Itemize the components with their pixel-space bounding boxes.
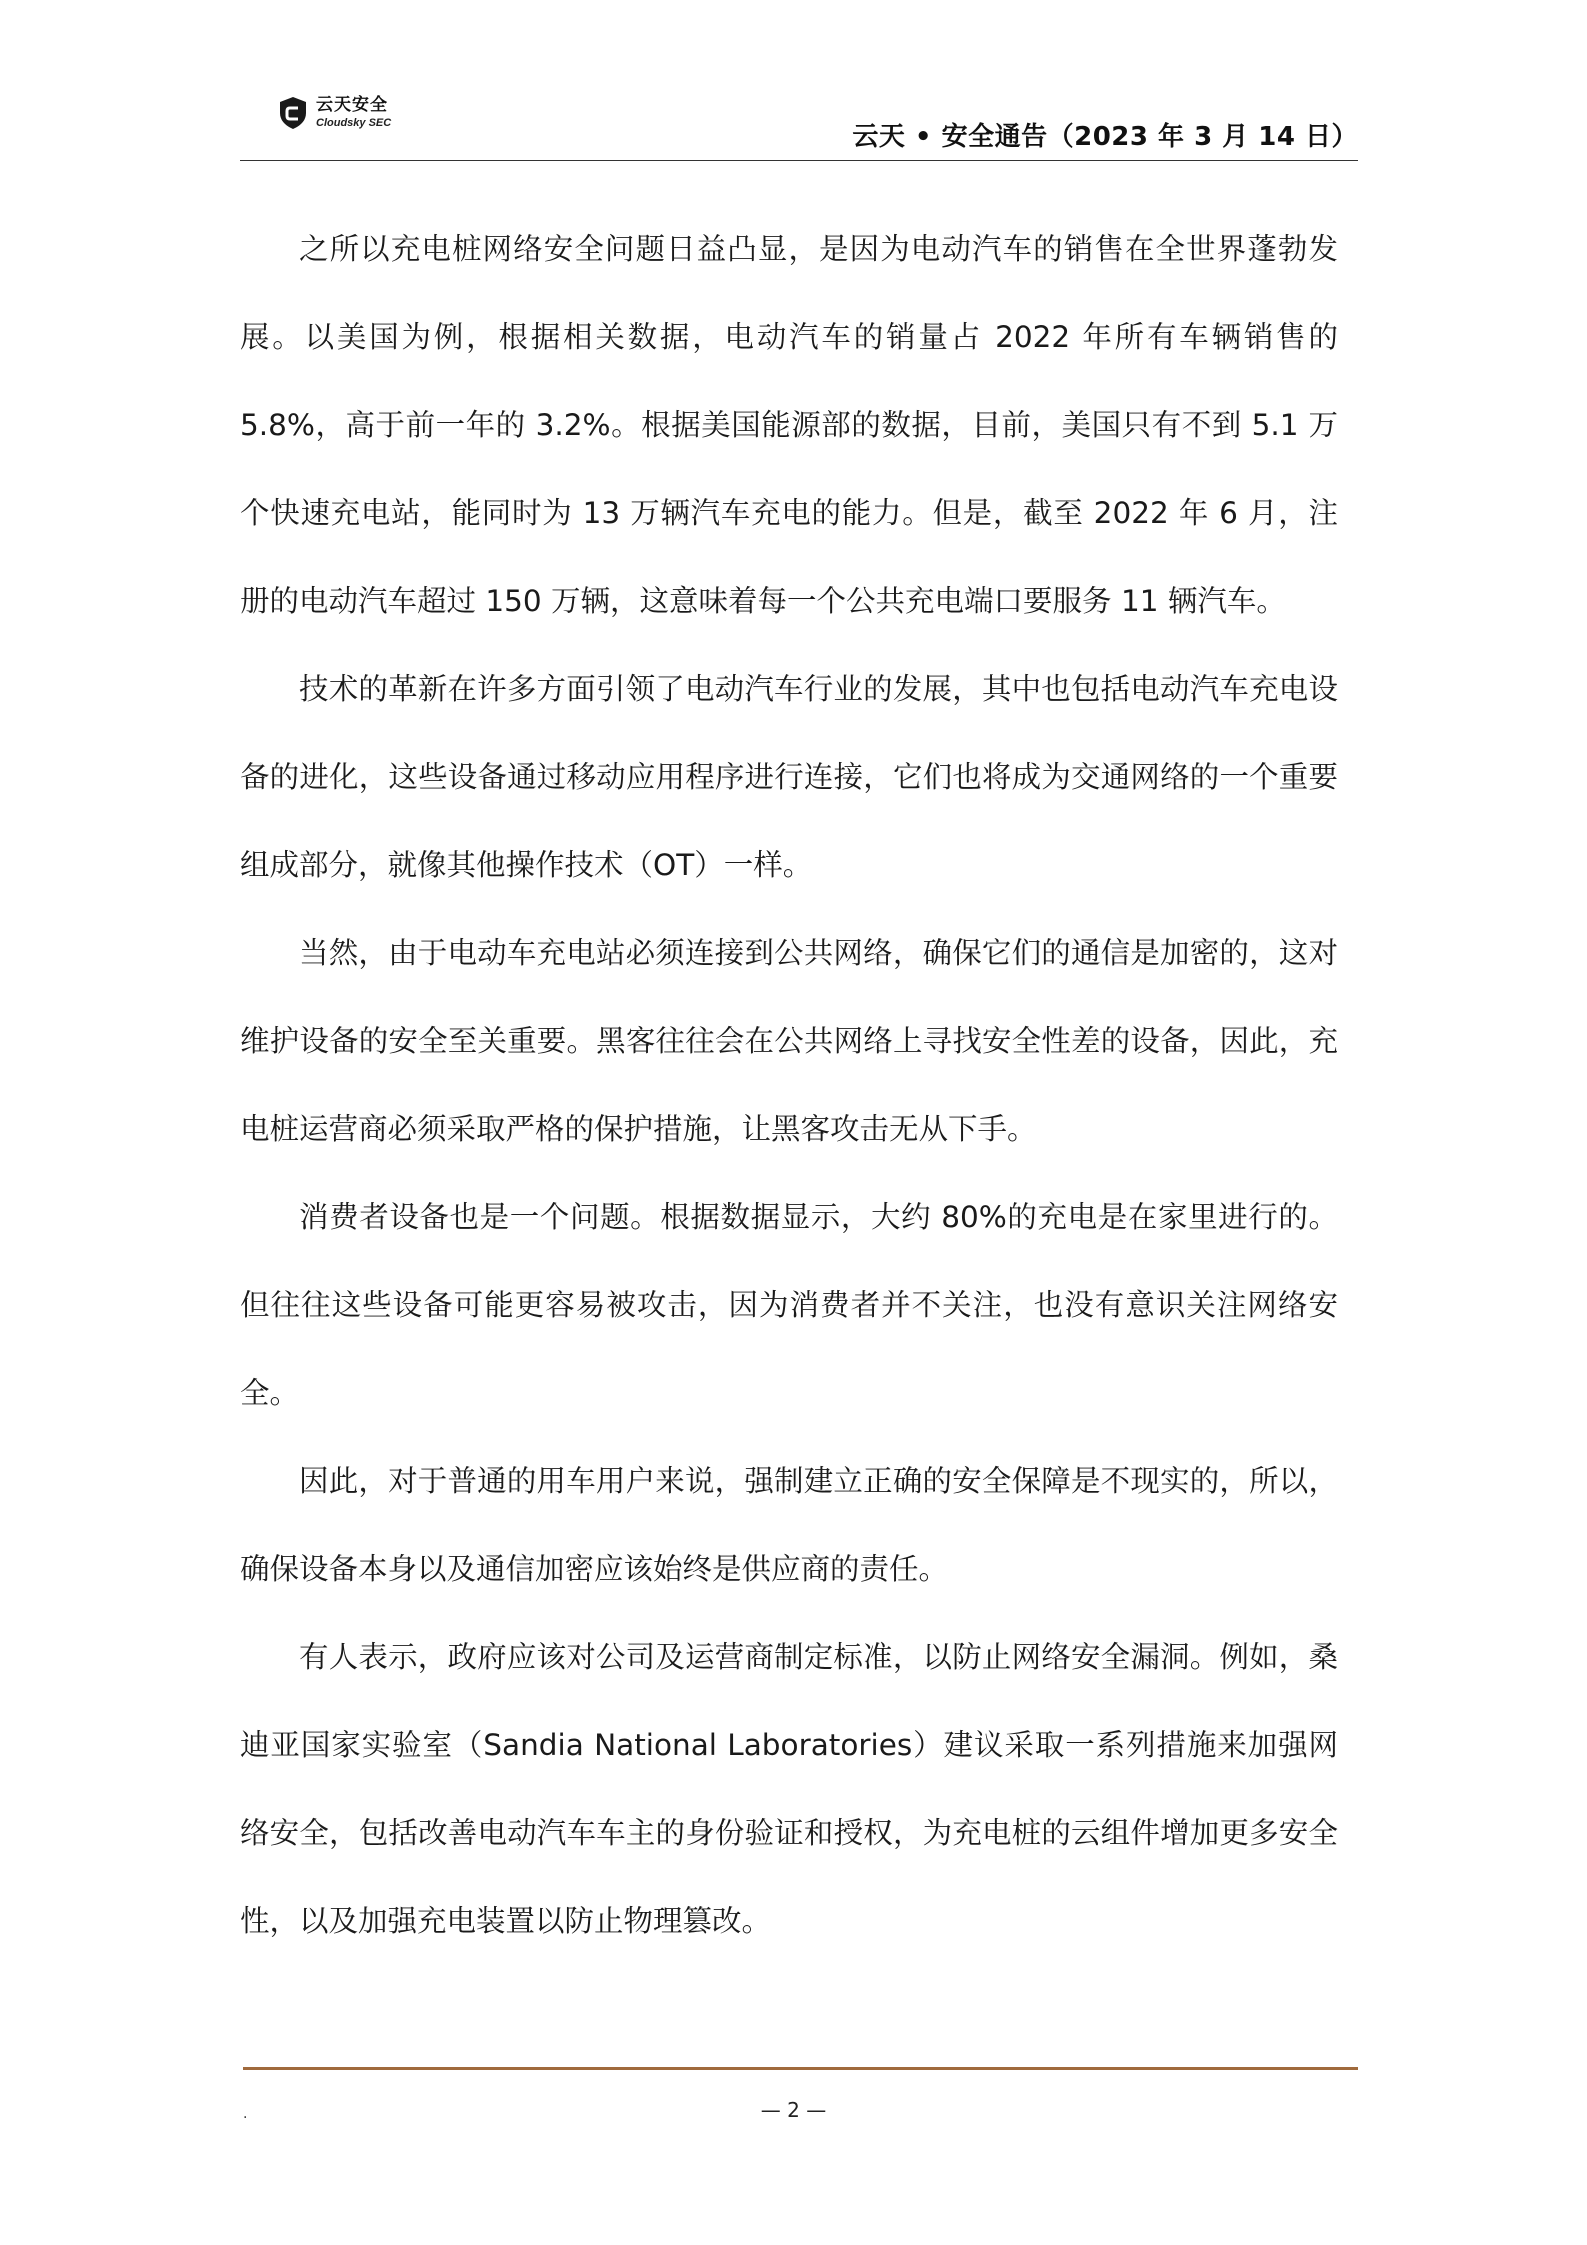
logo-text [316,97,391,129]
footer-mark: . [243,2106,248,2122]
company-logo [278,96,391,130]
paragraph: 有人表示，政府应该对公司及运营商制定标准，以防止网络安全漏洞。例如，桑迪亚国家实验室（Sandia National Laboratories）建议采取一系列措施来加强网络安全，包括改善电动汽车车主的身份验证和授权，为充电桩的云组件增加更多安全性，以及加强充电装置以防止物理篡改。 [240,1640,1338,1938]
header-divider [240,160,1358,161]
paragraph: 因此，对于普通的用车用户来说，强制建立正确的安全保障是不现实的，所以，确保设备本身以及通信加密应该始终是供应商的责任。 [240,1464,1338,1586]
cloudsky-logo-icon [278,96,308,130]
bulletin-title: 云天 • 安全通告（2023 年 3 月 14 日） [852,122,1358,152]
footer-divider [243,2067,1358,2070]
paragraph: 之所以充电桩网络安全问题日益凸显，是因为电动汽车的销售在全世界蓬勃发展。以美国为例，根据相关数据，电动汽车的销量占 2022 年所有车辆销售的 5.8%，高于前一年的 3.2%。根据美国能源部的数据，目前，美国只有不到 5.1 万个快速充电站，能同时为 13 万辆汽车充电的能力。但是，截至 2022 年 6 月，注册的电动汽车超过 150 万辆，这意味着每一个公共充电端口要服务 11 辆汽车。 [240,232,1338,618]
logo-chinese-name: 云天安全 [316,95,388,115]
document-body [240,205,1338,1965]
paragraph: 消费者设备也是一个问题。根据数据显示，大约 80%的充电是在家里进行的。但往往这些设备可能更容易被攻击，因为消费者并不关注，也没有意识关注网络安全。 [240,1200,1338,1410]
logo-english-name: Cloudsky SEC [316,117,392,129]
paragraph: 技术的革新在许多方面引领了电动汽车行业的发展，其中也包括电动汽车充电设备的进化，这些设备通过移动应用程序进行连接，它们也将成为交通网络的一个重要组成部分，就像其他操作技术（OT）一样。 [240,672,1338,882]
page-header [240,92,1358,162]
paragraph: 当然，由于电动车充电站必须连接到公共网络，确保它们的通信是加密的，这对维护设备的安全至关重要。黑客往往会在公共网络上寻找安全性差的设备，因此，充电桩运营商必须采取严格的保护措施，让黑客攻击无从下手。 [240,936,1338,1146]
page-number: — 2 — [760,2098,827,2122]
